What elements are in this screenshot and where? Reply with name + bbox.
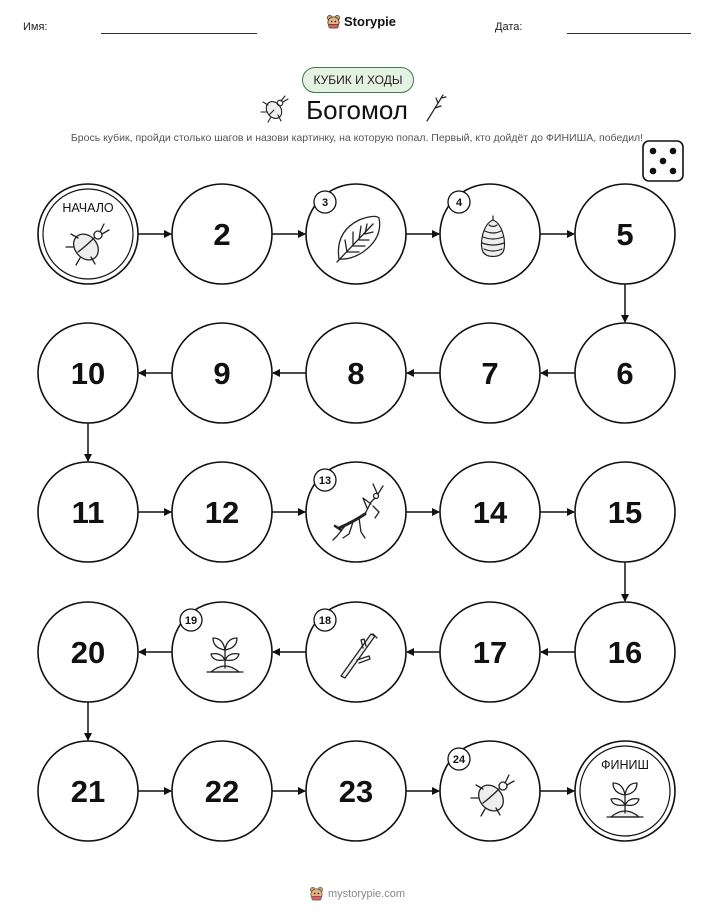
brand-name: Storypie bbox=[344, 14, 397, 29]
cell-tag-number: 4 bbox=[455, 197, 463, 209]
cell-number: 9 bbox=[213, 356, 231, 391]
cell-tag-number: 13 bbox=[318, 475, 332, 487]
board-cell bbox=[306, 323, 406, 423]
activity-badge: КУБИК И ХОДЫ bbox=[302, 67, 414, 93]
cell-tag-number: 3 bbox=[321, 197, 329, 209]
cell-number: 6 bbox=[616, 356, 634, 391]
board-cell bbox=[306, 184, 406, 284]
board-cell bbox=[306, 602, 406, 702]
cell-number: 22 bbox=[204, 774, 240, 809]
board-cell bbox=[38, 184, 138, 284]
cell-tag-number: 18 bbox=[318, 615, 332, 627]
date-label: Дата: bbox=[495, 21, 523, 33]
cell-number: 14 bbox=[472, 495, 508, 530]
board-cell bbox=[440, 184, 540, 284]
board-cell bbox=[306, 741, 406, 841]
cell-number: 8 bbox=[347, 356, 365, 391]
page-title: Богомол bbox=[306, 95, 408, 125]
board-cell bbox=[575, 602, 675, 702]
cell-number: 10 bbox=[70, 356, 106, 391]
board-cell bbox=[440, 741, 540, 841]
board-cell bbox=[575, 184, 675, 284]
board-cell bbox=[172, 323, 272, 423]
cell-circle bbox=[575, 741, 675, 841]
cell-tag-number: 19 bbox=[184, 615, 198, 627]
board-cell bbox=[575, 741, 675, 841]
cell-number: 17 bbox=[472, 635, 508, 670]
board-cell bbox=[575, 462, 675, 562]
cell-circle bbox=[38, 184, 138, 284]
board-cell bbox=[306, 462, 406, 562]
finish-label: ФИНИШ bbox=[601, 758, 649, 772]
start-label: НАЧАЛО bbox=[62, 201, 114, 215]
cell-number: 7 bbox=[481, 356, 499, 391]
footer bbox=[309, 886, 405, 901]
board-cell bbox=[38, 462, 138, 562]
cell-number: 12 bbox=[204, 495, 240, 530]
instructions: Брось кубик, пройди столько шагов и назови картинку, на которую попал. Первый, кто дойдёт до ФИНИША, победил! bbox=[70, 132, 644, 144]
cell-number: 20 bbox=[70, 635, 106, 670]
board-cell bbox=[172, 184, 272, 284]
cell-number: 11 bbox=[71, 495, 105, 530]
cell-tag-number: 24 bbox=[452, 754, 466, 766]
board-cells bbox=[38, 184, 675, 841]
board-cell bbox=[440, 462, 540, 562]
cell-number: 15 bbox=[607, 495, 643, 530]
cell-number: 21 bbox=[70, 774, 106, 809]
cell-number: 2 bbox=[213, 217, 231, 252]
board-cell bbox=[172, 462, 272, 562]
cell-number: 23 bbox=[338, 774, 374, 809]
cell-number: 5 bbox=[616, 217, 634, 252]
board-cell bbox=[38, 741, 138, 841]
board-cell bbox=[172, 741, 272, 841]
board-cell bbox=[38, 323, 138, 423]
footer-url[interactable]: mystorypie.com bbox=[328, 887, 406, 900]
bear-icon bbox=[309, 886, 324, 901]
name-label: Имя: bbox=[23, 21, 48, 33]
board-cell bbox=[440, 602, 540, 702]
board-cell bbox=[575, 323, 675, 423]
cell-number: 16 bbox=[607, 635, 643, 670]
board-cell bbox=[172, 602, 272, 702]
board-cell bbox=[38, 602, 138, 702]
board-cell bbox=[440, 323, 540, 423]
